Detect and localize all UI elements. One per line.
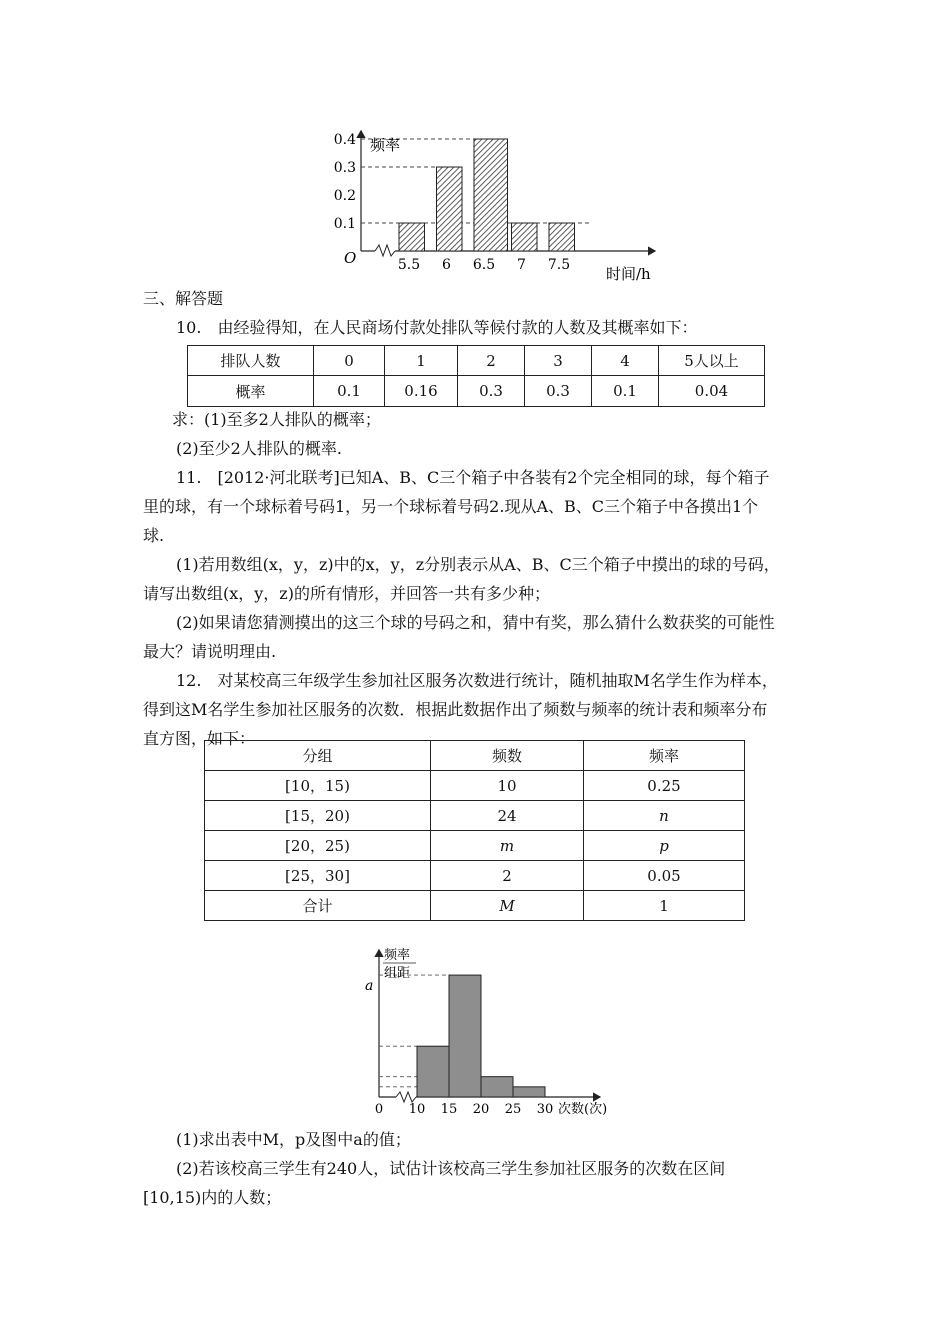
y-marker-a: a bbox=[365, 978, 374, 994]
q12-part1: (1)求出表中M，p及图中a的值； bbox=[176, 1130, 411, 1149]
q12-cell: 0.05 bbox=[584, 861, 745, 891]
q11-part2-line1: (2)如果请您猜测摸出的这三个球的号码之和，猜中有奖，那么猜什么数获奖的可能性 bbox=[176, 613, 775, 632]
q12-header-cell: 频率 bbox=[584, 741, 745, 771]
q10-cell: 0 bbox=[314, 346, 385, 376]
histogram-bar bbox=[481, 1077, 513, 1097]
x-axis-label: 次数(次) bbox=[558, 1102, 608, 1117]
q10-part2: (2)至少2人排队的概率. bbox=[176, 439, 342, 458]
q12-cell: 10 bbox=[431, 771, 584, 801]
x-tick-label: 5.5 bbox=[397, 257, 421, 273]
q10-cell: 概率 bbox=[188, 376, 314, 407]
q12-part2-line1: (2)若该校高三学生有240人，试估计该校高三学生参加社区服务的次数在区间 bbox=[176, 1159, 726, 1178]
histogram-bar bbox=[549, 223, 575, 251]
q10-cell: 0.1 bbox=[592, 376, 659, 407]
axis-break bbox=[396, 1092, 416, 1102]
q11-part1-line2: 请写出数组(x，y，z)的所有情形，并回答一共有多少种； bbox=[143, 584, 550, 603]
histogram-bar bbox=[474, 139, 508, 251]
q11-part2-line2: 最大？请说明理由. bbox=[143, 642, 277, 661]
section-title: 三、解答题 bbox=[143, 289, 224, 308]
x-tick-label: 0 bbox=[374, 1102, 384, 1117]
q10-cell: 排队人数 bbox=[188, 346, 314, 376]
q12-cell: [20，25) bbox=[205, 831, 431, 861]
histogram-bar bbox=[513, 1087, 545, 1097]
y-axis-label: 频率 bbox=[370, 136, 401, 154]
y-tick-label: 0.3 bbox=[333, 160, 356, 176]
x-tick-label: 30 bbox=[536, 1102, 554, 1117]
q12-header-cell: 频数 bbox=[431, 741, 584, 771]
q12-part2-line2: [10,15)内的人数； bbox=[143, 1188, 282, 1207]
q12-cell: [15，20) bbox=[205, 801, 431, 831]
q12-cell: 0.25 bbox=[584, 771, 745, 801]
q10-probability-table bbox=[187, 345, 765, 407]
q10-cell: 1 bbox=[385, 346, 458, 376]
q10-part1: 求：(1)至多2人排队的概率； bbox=[172, 410, 381, 429]
axis-break bbox=[375, 245, 395, 256]
q12-cell: 1 bbox=[584, 891, 745, 921]
q12-cell: n bbox=[584, 801, 745, 831]
q12-line1: 12. 对某校高三年级学生参加社区服务次数进行统计，随机抽取M名学生作为样本， bbox=[176, 671, 778, 690]
x-tick-label: 25 bbox=[504, 1102, 522, 1117]
q10-cell: 5人以上 bbox=[659, 346, 765, 376]
x-tick-label: 7.5 bbox=[547, 257, 571, 273]
origin-label: O bbox=[344, 249, 357, 267]
q11-line1: 11. [2012·河北联考]已知A、B、C三个箱子中各装有2个完全相同的球，每个箱子 bbox=[176, 468, 770, 487]
q12-cell: p bbox=[584, 831, 745, 861]
x-tick-label: 6 bbox=[442, 257, 451, 273]
histogram-bar bbox=[437, 167, 463, 251]
q12-line3: 直方图，如下： bbox=[143, 729, 256, 748]
x-tick-label: 15 bbox=[440, 1102, 458, 1117]
q11-part1-line1: (1)若用数组(x，y，z)中的x，y，z分别表示从A、B、C三个箱子中摸出的球的号码， bbox=[176, 555, 780, 574]
q10-cell: 0.16 bbox=[385, 376, 458, 407]
y-tick-label: 0.2 bbox=[333, 188, 356, 204]
x-tick-label: 7 bbox=[517, 257, 526, 273]
q12-cell: M bbox=[431, 891, 584, 921]
q12-header-cell: 分组 bbox=[205, 741, 431, 771]
histogram-bar bbox=[512, 223, 538, 251]
q10-cell: 0.3 bbox=[525, 376, 592, 407]
q10-cell: 0.04 bbox=[659, 376, 765, 407]
q12-cell: [10，15) bbox=[205, 771, 431, 801]
x-tick-label: 6.5 bbox=[472, 257, 496, 273]
q12-cell: 24 bbox=[431, 801, 584, 831]
y-tick-label: 0.4 bbox=[333, 132, 356, 148]
q12-cell: m bbox=[431, 831, 584, 861]
q12-cell: 合计 bbox=[205, 891, 431, 921]
time-frequency-histogram bbox=[320, 125, 660, 285]
y-axis-label-bottom: 组距 bbox=[384, 966, 411, 981]
x-axis-label: 时间/h bbox=[606, 265, 651, 283]
x-tick-label: 20 bbox=[472, 1102, 490, 1117]
q12-line2: 得到这M名学生参加社区服务的次数．根据此数据作出了频数与频率的统计表和频率分布 bbox=[143, 700, 768, 719]
histogram-bar bbox=[449, 975, 481, 1097]
q12-cell: 2 bbox=[431, 861, 584, 891]
q10-cell: 3 bbox=[525, 346, 592, 376]
q12-frequency-table bbox=[204, 740, 745, 921]
q11-line3: 球. bbox=[143, 526, 165, 545]
service-count-histogram bbox=[360, 945, 660, 1120]
q11-line2: 里的球，有一个球标着号码1，另一个球标着号码2.现从A、B、C三个箱子中各摸出1个 bbox=[143, 497, 759, 516]
q10-cell: 0.3 bbox=[458, 376, 525, 407]
y-tick-label: 0.1 bbox=[333, 216, 356, 232]
q10-cell: 2 bbox=[458, 346, 525, 376]
y-axis-label-top: 频率 bbox=[384, 948, 411, 963]
q10-text: 10. 由经验得知，在人民商场付款处排队等候付款的人数及其概率如下： bbox=[176, 318, 698, 337]
q10-cell: 0.1 bbox=[314, 376, 385, 407]
histogram-bar bbox=[417, 1046, 449, 1097]
q10-cell: 4 bbox=[592, 346, 659, 376]
histogram-bar bbox=[399, 223, 425, 251]
x-tick-label: 10 bbox=[408, 1102, 426, 1117]
q12-cell: [25，30] bbox=[205, 861, 431, 891]
